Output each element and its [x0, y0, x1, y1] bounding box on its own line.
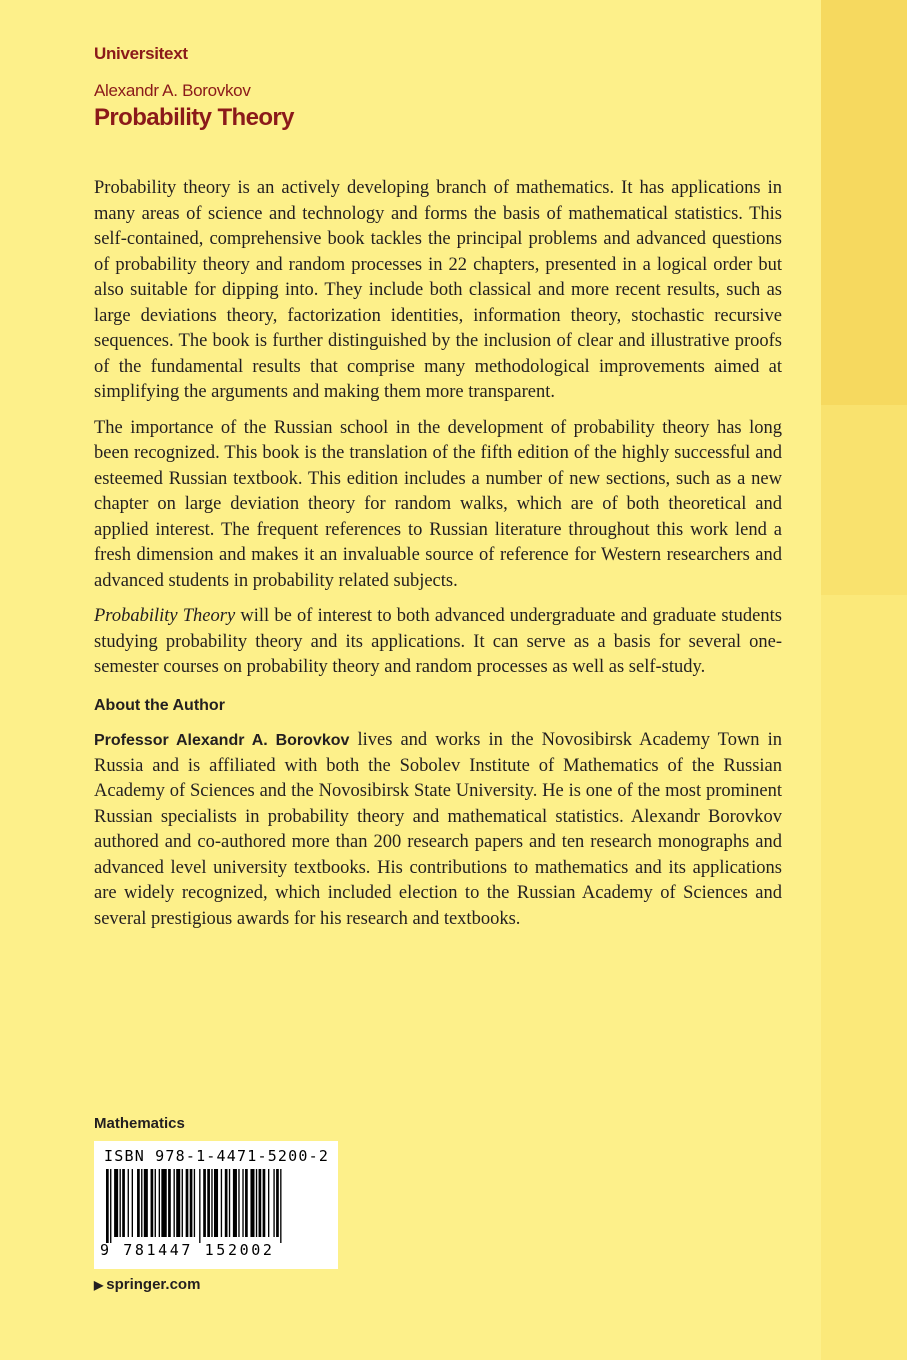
about-author-text: lives and works in the Novosibirsk Academy Town in Russia and is affiliated with both the Sobolev Institute of Mathematics of the Russian Academy of Sciences and the Novosibirsk State University. He is one of the most prominent Russian specialists in probability theory and mathematical statistics. Alexandr Borovkov authored and co-authored more than 200 research papers and ten research monographs and advanced level university textbooks. His contributions to mathematics and its applications are widely recognized, which included election to the Russian Academy of Sciences and several prestigious awards for his research and textbooks.: [94, 730, 782, 929]
isbn-barcode: [94, 1141, 338, 1269]
description-paragraph-1: Probability theory is an actively developing branch of mathematics. It has applications in many areas of science and technology and forms the basis of mathematical statistics. This self-contained, comprehensive book tackles the principal problems and advanced questions of probability theory and random processes in 22 chapters, presented in a logical order but also suitable for dipping into. They include both classical and more recent results, such as large deviations theory, factorization identities, information theory, stochastic recursive sequences. The book is further distinguished by the inclusion of clear and illustrative proofs of the fundamental results that comprise many methodological improvements aimed at simplifying the arguments and making them more transparent.: [94, 178, 782, 402]
series-name: Universitext: [94, 44, 188, 63]
description-paragraph-3-text: will be of interest to both advanced undergraduate and graduate students studying probability theory and its applications. It can serve as a basis for several one-semester courses on probability theory and random processes as well as self-study.: [94, 606, 782, 677]
side-strip-band-middle: [821, 405, 907, 595]
publisher-link[interactable]: [94, 1276, 200, 1293]
publisher-link-text: springer.com: [106, 1276, 201, 1293]
back-cover-content: [94, 44, 782, 942]
description-body: [94, 176, 782, 932]
author-full-name: Professor Alexandr A. Borovkov: [94, 732, 350, 749]
book-author: Alexandr A. Borovkov: [94, 81, 251, 100]
book-title: Probability Theory: [94, 104, 294, 131]
barcode-bars: [104, 1169, 328, 1243]
triangle-right-icon: ▶: [94, 1278, 104, 1292]
barcode-digits: 9 781447 152002: [100, 1241, 275, 1259]
description-paragraph-3: [94, 604, 782, 681]
side-color-strip: [821, 0, 907, 1360]
description-paragraph-2: The importance of the Russian school in the development of probability theory has long been recognized. This book is the translation of the fifth edition of the highly successful and esteemed Russian textbook. This edition includes a number of new sections, such as a new chapter on large deviation theory for random walks, which are of both theoretical and applied interest. The frequent references to Russian literature throughout this work lend a fresh dimension and makes it an invaluable source of reference for Western researchers and advanced students in probability related subjects.: [94, 417, 782, 591]
side-strip-band-top: [821, 0, 907, 405]
isbn-label: ISBN 978-1-4471-5200-2: [104, 1147, 330, 1165]
subject-category: Mathematics: [94, 1115, 185, 1132]
about-author-heading: About the Author: [94, 696, 225, 714]
about-author-paragraph: [94, 728, 782, 932]
book-title-inline: Probability Theory: [94, 606, 236, 626]
